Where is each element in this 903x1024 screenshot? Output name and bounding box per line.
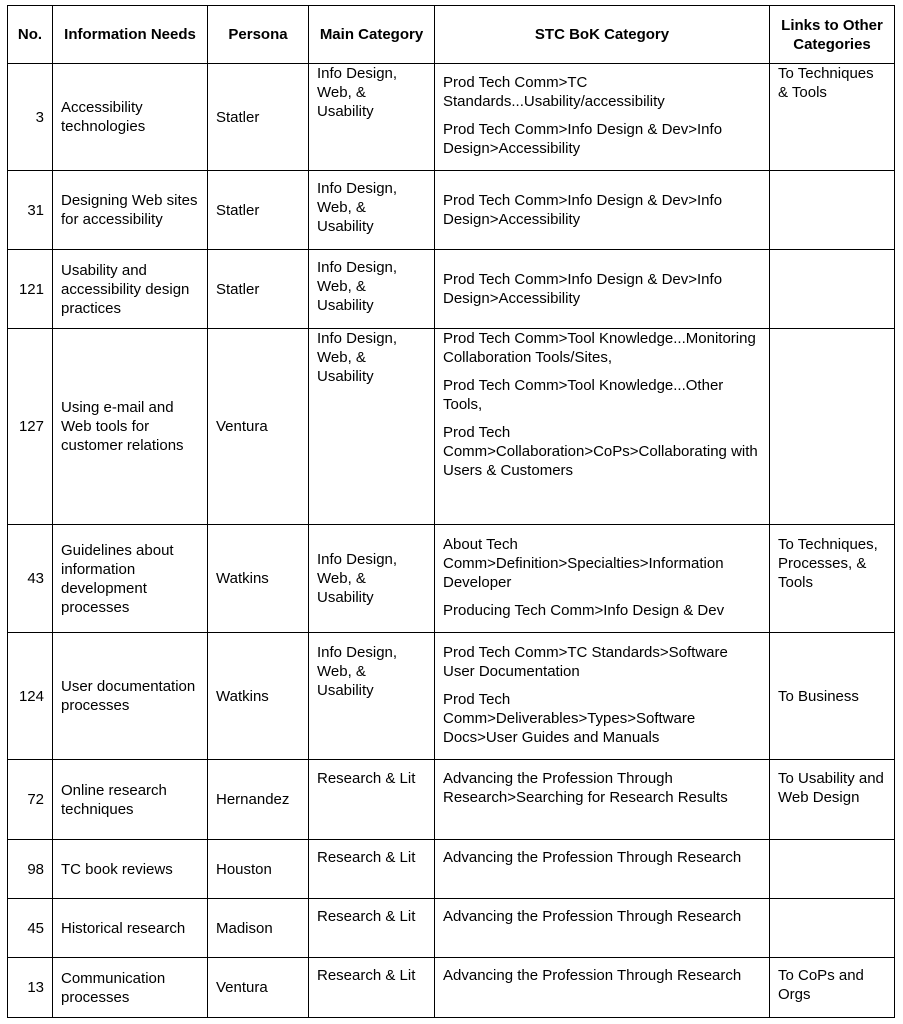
information-needs-table — [7, 5, 895, 1018]
cell-no: 43 — [8, 525, 53, 633]
cell-main-category: Research & Lit — [309, 899, 435, 958]
table-row — [8, 250, 895, 329]
cell-information-need: TC book reviews — [53, 840, 208, 899]
cell-links — [770, 250, 895, 329]
header-main-category: Main Category — [309, 6, 435, 64]
cell-stc-category — [435, 840, 770, 899]
cell-no: 127 — [8, 329, 53, 525]
cell-persona: Hernandez — [208, 760, 309, 840]
cell-persona: Statler — [208, 171, 309, 250]
table-row — [8, 840, 895, 899]
stc-category-line: Producing Tech Comm>Info Design & Dev — [443, 602, 725, 619]
cell-persona: Madison — [208, 899, 309, 958]
table-row — [8, 525, 895, 633]
cell-stc-category — [435, 250, 770, 329]
stc-category-line: Prod Tech Comm>TC Standards...Usability/accessibility — [443, 74, 665, 110]
header-stc-bok-category: STC BoK Category — [435, 6, 770, 64]
cell-persona: Ventura — [208, 958, 309, 1018]
stc-category-line: Prod Tech Comm>Info Design & Dev>Info Design>Accessibility — [443, 192, 723, 228]
cell-links: To Techniques & Tools — [770, 64, 895, 171]
cell-no: 3 — [8, 64, 53, 171]
cell-information-need: Designing Web sites for accessibility — [53, 171, 208, 250]
stc-category-line: Prod Tech Comm>Info Design & Dev>Info Design>Accessibility — [443, 271, 723, 307]
cell-stc-category — [435, 958, 770, 1018]
stc-category-line: Advancing the Profession Through Research — [443, 967, 742, 984]
cell-information-need: Online research techniques — [53, 760, 208, 840]
cell-stc-category — [435, 171, 770, 250]
stc-category-line: Advancing the Profession Through Research — [443, 908, 742, 925]
table-row — [8, 633, 895, 760]
cell-no: 45 — [8, 899, 53, 958]
cell-stc-category — [435, 760, 770, 840]
cell-links: To Business — [770, 633, 895, 760]
cell-information-need: Usability and accessibility design practices — [53, 250, 208, 329]
stc-category-line: Advancing the Profession Through Research — [443, 849, 742, 866]
cell-links: To CoPs and Orgs — [770, 958, 895, 1018]
header-persona: Persona — [208, 6, 309, 64]
stc-category-line: Prod Tech Comm>TC Standards>Software User Documentation — [443, 644, 728, 680]
stc-category-line: Advancing the Profession Through Research>Searching for Research Results — [443, 770, 728, 806]
cell-information-need: Accessibility technologies — [53, 64, 208, 171]
cell-persona: Watkins — [208, 633, 309, 760]
cell-stc-category — [435, 329, 770, 525]
cell-main-category: Research & Lit — [309, 958, 435, 1018]
cell-information-need: User documentation processes — [53, 633, 208, 760]
cell-main-category: Research & Lit — [309, 840, 435, 899]
cell-persona: Statler — [208, 64, 309, 171]
header-row — [8, 6, 895, 64]
cell-no: 124 — [8, 633, 53, 760]
cell-main-category: Info Design, Web, & Usability — [309, 329, 435, 525]
cell-stc-category — [435, 899, 770, 958]
table-row — [8, 64, 895, 171]
table-row — [8, 899, 895, 958]
cell-persona: Houston — [208, 840, 309, 899]
cell-stc-category — [435, 633, 770, 760]
cell-no: 13 — [8, 958, 53, 1018]
cell-main-category: Info Design, Web, & Usability — [309, 250, 435, 329]
cell-stc-category — [435, 525, 770, 633]
stc-category-line: Prod Tech Comm>Deliverables>Types>Software Docs>User Guides and Manuals — [443, 691, 696, 746]
cell-persona: Watkins — [208, 525, 309, 633]
cell-information-need: Communication processes — [53, 958, 208, 1018]
cell-links — [770, 329, 895, 525]
header-links-to-other-categories: Links to Other Categories — [770, 6, 895, 64]
table-row — [8, 958, 895, 1018]
cell-persona: Statler — [208, 250, 309, 329]
cell-links — [770, 840, 895, 899]
header-no: No. — [8, 6, 53, 64]
cell-information-need: Using e-mail and Web tools for customer relations — [53, 329, 208, 525]
cell-main-category: Research & Lit — [309, 760, 435, 840]
cell-links: To Usability and Web Design — [770, 760, 895, 840]
cell-main-category: Info Design, Web, & Usability — [309, 633, 435, 760]
table-row — [8, 329, 895, 525]
cell-information-need: Guidelines about information development processes — [53, 525, 208, 633]
stc-category-line: Prod Tech Comm>Tool Knowledge...Monitoring Collaboration Tools/Sites, — [443, 330, 756, 366]
cell-no: 31 — [8, 171, 53, 250]
cell-links — [770, 899, 895, 958]
cell-main-category: Info Design, Web, & Usability — [309, 525, 435, 633]
cell-information-need: Historical research — [53, 899, 208, 958]
cell-links — [770, 171, 895, 250]
table-row — [8, 171, 895, 250]
table-row — [8, 760, 895, 840]
stc-category-line: Prod Tech Comm>Collaboration>CoPs>Collaborating with Users & Customers — [443, 424, 758, 479]
header-information-needs: Information Needs — [53, 6, 208, 64]
cell-no: 72 — [8, 760, 53, 840]
cell-stc-category — [435, 64, 770, 171]
stc-category-line: About Tech Comm>Definition>Specialties>Information Developer — [443, 536, 724, 591]
stc-category-line: Prod Tech Comm>Tool Knowledge...Other Tools, — [443, 377, 724, 413]
cell-persona: Ventura — [208, 329, 309, 525]
cell-no: 98 — [8, 840, 53, 899]
cell-main-category: Info Design, Web, & Usability — [309, 64, 435, 171]
cell-main-category: Info Design, Web, & Usability — [309, 171, 435, 250]
cell-no: 121 — [8, 250, 53, 329]
stc-category-line: Prod Tech Comm>Info Design & Dev>Info Design>Accessibility — [443, 121, 723, 157]
cell-links: To Techniques, Processes, & Tools — [770, 525, 895, 633]
